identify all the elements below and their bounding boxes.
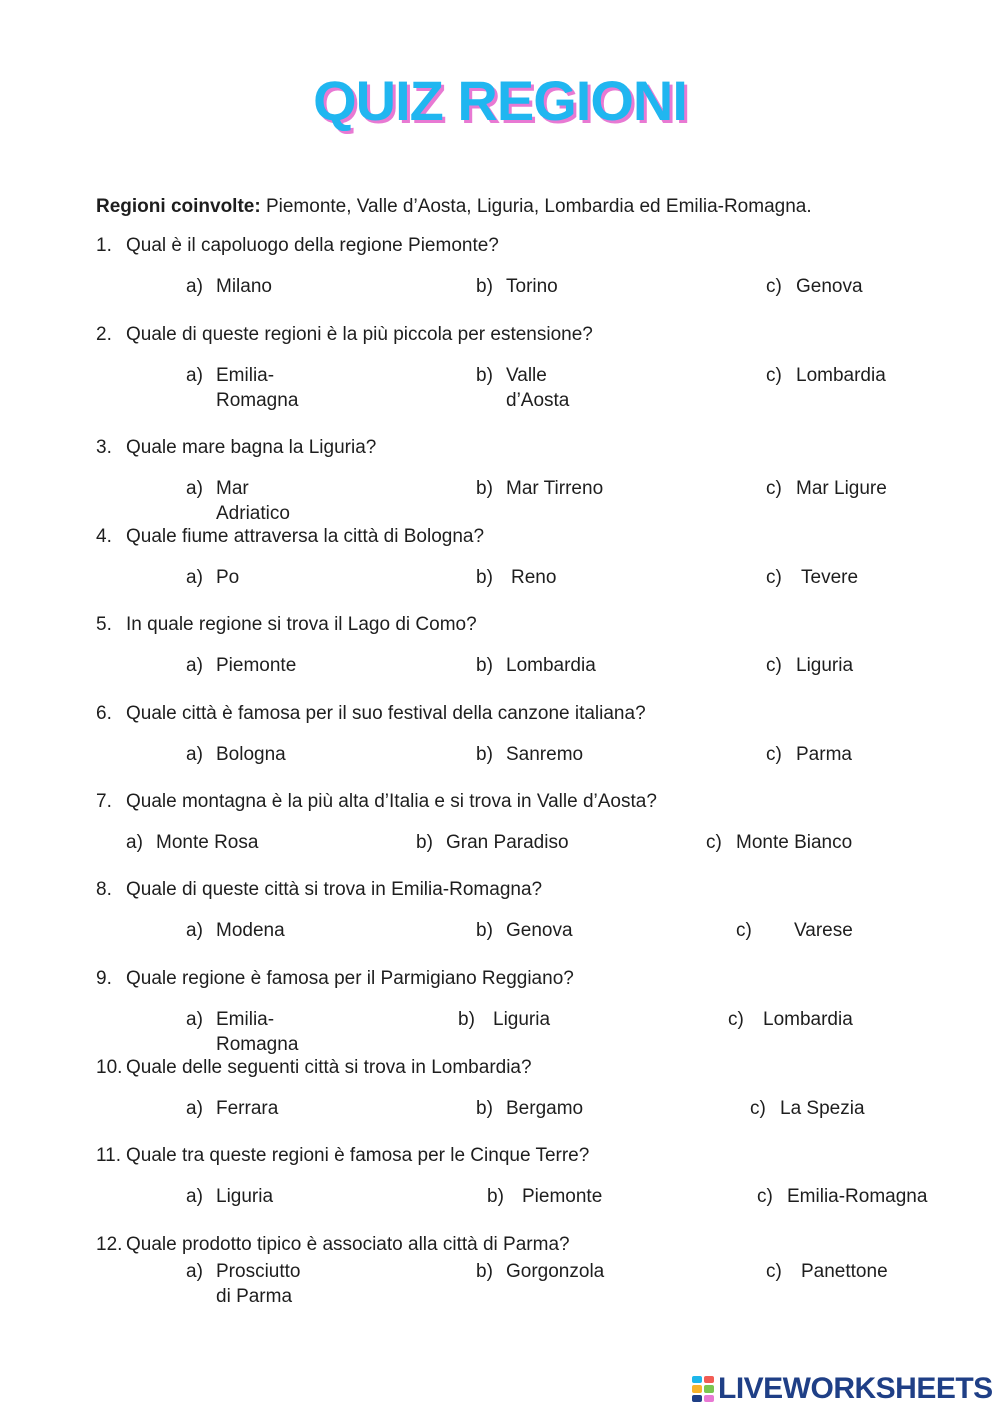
option-text: Liguria [796,655,854,676]
option-text-line2: di Parma [216,1286,293,1307]
option-text: Modena [216,920,285,941]
option-letter: a) [186,744,203,765]
answer-option-12-a[interactable] [186,1259,436,1309]
option-text: Bergamo [506,1098,584,1119]
option-letter: a) [186,365,203,386]
option-letter: b) [476,1098,493,1119]
question-number: 3. [96,437,112,458]
question-number: 12. [96,1234,123,1255]
question-12 [96,1234,956,1259]
regions-intro [96,196,812,218]
answer-option-4-b[interactable] [476,565,726,590]
answer-option-1-a[interactable] [186,274,436,299]
question-8 [96,879,956,904]
option-letter: b) [476,1261,493,1282]
option-letter: c) [736,920,752,941]
option-letter: c) [728,1009,744,1030]
liveworksheets-logo-icon [692,1376,714,1402]
answer-option-5-a[interactable] [186,653,436,678]
option-text: Mar Tirreno [506,478,604,499]
answer-option-8-c[interactable] [736,918,986,943]
question-text: Quale tra queste regioni è famosa per le Cinque Terre? [126,1145,590,1166]
answer-option-10-a[interactable] [186,1096,436,1121]
option-letter: b) [476,920,493,941]
option-letter: c) [706,832,722,853]
option-text: Panettone [801,1261,888,1282]
option-text: Mar Ligure [796,478,887,499]
option-letter: a) [186,1186,203,1207]
option-letter: c) [766,744,782,765]
option-letter: c) [766,276,782,297]
option-text: Emilia-Romagna [787,1186,928,1207]
option-letter: a) [186,920,203,941]
option-text: Genova [796,276,863,297]
option-letter: c) [750,1098,766,1119]
option-letter: a) [126,832,143,853]
option-text-line2: Romagna [216,390,299,411]
option-letter: c) [766,1261,782,1282]
option-letter: a) [186,1098,203,1119]
option-letter: a) [186,655,203,676]
option-text: Lombardia [506,655,596,676]
option-text-line2: d’Aosta [506,390,570,411]
answer-option-7-c[interactable] [706,830,956,855]
option-text: Po [216,567,240,588]
option-letter: c) [757,1186,773,1207]
option-letter: a) [186,567,203,588]
option-text: Torino [506,276,558,297]
option-letter: b) [476,365,493,386]
question-text: Quale mare bagna la Liguria? [126,437,377,458]
option-text: Tevere [801,567,859,588]
answer-option-10-b[interactable] [476,1096,726,1121]
question-number: 1. [96,235,112,256]
answer-option-2-c[interactable] [766,363,1000,388]
option-letter: b) [476,567,493,588]
question-number: 10. [96,1057,123,1078]
option-text: Gran Paradiso [446,832,569,853]
question-number: 6. [96,703,112,724]
answer-option-7-b[interactable] [416,830,666,855]
regions-list: Piemonte, Valle d’Aosta, Liguria, Lombardia ed Emilia-Romagna. [260,196,812,217]
option-letter: b) [476,276,493,297]
option-text: Piemonte [216,655,297,676]
answer-option-12-b[interactable] [476,1259,726,1284]
question-text: Quale di queste città si trova in Emilia-Romagna? [126,879,543,900]
question-text: Quale delle seguenti città si trova in Lombardia? [126,1057,532,1078]
option-text: Mar [216,478,249,499]
question-text: Quale città è famosa per il suo festival della canzone italiana? [126,703,646,724]
option-text: Emilia- [216,1009,275,1030]
option-text: Emilia- [216,365,275,386]
answer-option-11-b[interactable] [487,1184,737,1209]
question-text: In quale regione si trova il Lago di Como? [126,614,477,635]
question-2 [96,324,956,349]
question-text: Quale prodotto tipico è associato alla città di Parma? [126,1234,570,1255]
option-letter: a) [186,478,203,499]
option-letter: c) [766,365,782,386]
answer-option-8-a[interactable] [186,918,436,943]
question-number: 2. [96,324,112,345]
question-text: Quale fiume attraversa la città di Bologna? [126,526,485,547]
option-letter: a) [186,276,203,297]
option-text: Prosciutto [216,1261,301,1282]
answer-option-6-b[interactable] [476,742,726,767]
answer-option-2-a[interactable] [186,363,436,413]
question-text: Quale regione è famosa per il Parmigiano Reggiano? [126,968,574,989]
question-number: 8. [96,879,112,900]
option-text: Monte Bianco [736,832,853,853]
option-text: Lombardia [763,1009,853,1030]
answer-option-4-c[interactable] [766,565,1000,590]
question-number: 7. [96,791,112,812]
option-text: Sanremo [506,744,584,765]
question-1 [96,235,956,260]
question-9 [96,968,956,993]
option-letter: a) [186,1009,203,1030]
option-letter: b) [476,478,493,499]
answer-option-9-c[interactable] [728,1007,978,1032]
option-letter: c) [766,478,782,499]
question-number: 11. [96,1145,122,1166]
option-text-line2: Romagna [216,1034,299,1055]
question-text: Qual è il capoluogo della regione Piemonte? [126,235,499,256]
answer-option-3-b[interactable] [476,476,726,501]
answer-option-12-c[interactable] [766,1259,1000,1284]
option-text: Milano [216,276,272,297]
answer-option-3-c[interactable] [766,476,1000,501]
option-text: Piemonte [522,1186,603,1207]
answer-option-9-a[interactable] [186,1007,436,1057]
option-letter: c) [766,567,782,588]
brand-name: LIVEWORKSHEETS [718,1372,993,1405]
question-11 [96,1145,956,1170]
option-letter: b) [416,832,433,853]
option-text: Varese [794,920,853,941]
option-text: Liguria [216,1186,274,1207]
option-text: Genova [506,920,573,941]
answer-option-7-a[interactable] [126,830,376,855]
option-text: La Spezia [780,1098,865,1119]
option-letter: b) [476,655,493,676]
option-text: Monte Rosa [156,832,259,853]
answer-option-11-a[interactable] [186,1184,436,1209]
option-letter: c) [766,655,782,676]
question-7 [96,791,956,816]
option-text: Parma [796,744,852,765]
option-letter: b) [487,1186,504,1207]
option-letter: b) [458,1009,475,1030]
option-letter: b) [476,744,493,765]
question-number: 9. [96,968,112,989]
answer-option-5-c[interactable] [766,653,1000,678]
question-number: 5. [96,614,112,635]
regions-label: Regioni coinvolte: [96,196,261,217]
answer-option-3-a[interactable] [186,476,436,526]
answer-option-9-b[interactable] [458,1007,708,1032]
answer-option-4-a[interactable] [186,565,436,590]
option-text: Lombardia [796,365,886,386]
question-text: Quale di queste regioni è la più piccola per estensione? [126,324,593,345]
question-4 [96,526,956,551]
option-text: Ferrara [216,1098,279,1119]
answer-option-5-b[interactable] [476,653,726,678]
option-text: Bologna [216,744,286,765]
page-title: QUIZ REGIONI [313,69,687,132]
answer-option-6-c[interactable] [766,742,1000,767]
question-10 [96,1057,956,1082]
answer-option-10-c[interactable] [750,1096,1000,1121]
option-text: Gorgonzola [506,1261,605,1282]
question-3 [96,437,956,462]
question-text: Quale montagna è la più alta d’Italia e si trova in Valle d’Aosta? [126,791,657,812]
option-letter: a) [186,1261,203,1282]
answer-option-11-c[interactable] [757,1184,1000,1209]
question-number: 4. [96,526,112,547]
answer-option-8-b[interactable] [476,918,726,943]
option-text-line2: Adriatico [216,503,290,524]
option-text: Reno [511,567,557,588]
question-6 [96,703,956,728]
answer-option-2-b[interactable] [476,363,726,413]
answer-option-6-a[interactable] [186,742,436,767]
question-5 [96,614,956,639]
option-text: Liguria [493,1009,551,1030]
answer-option-1-b[interactable] [476,274,726,299]
brand-footer [692,1374,993,1404]
option-text: Valle [506,365,547,386]
answer-option-1-c[interactable] [766,274,1000,299]
